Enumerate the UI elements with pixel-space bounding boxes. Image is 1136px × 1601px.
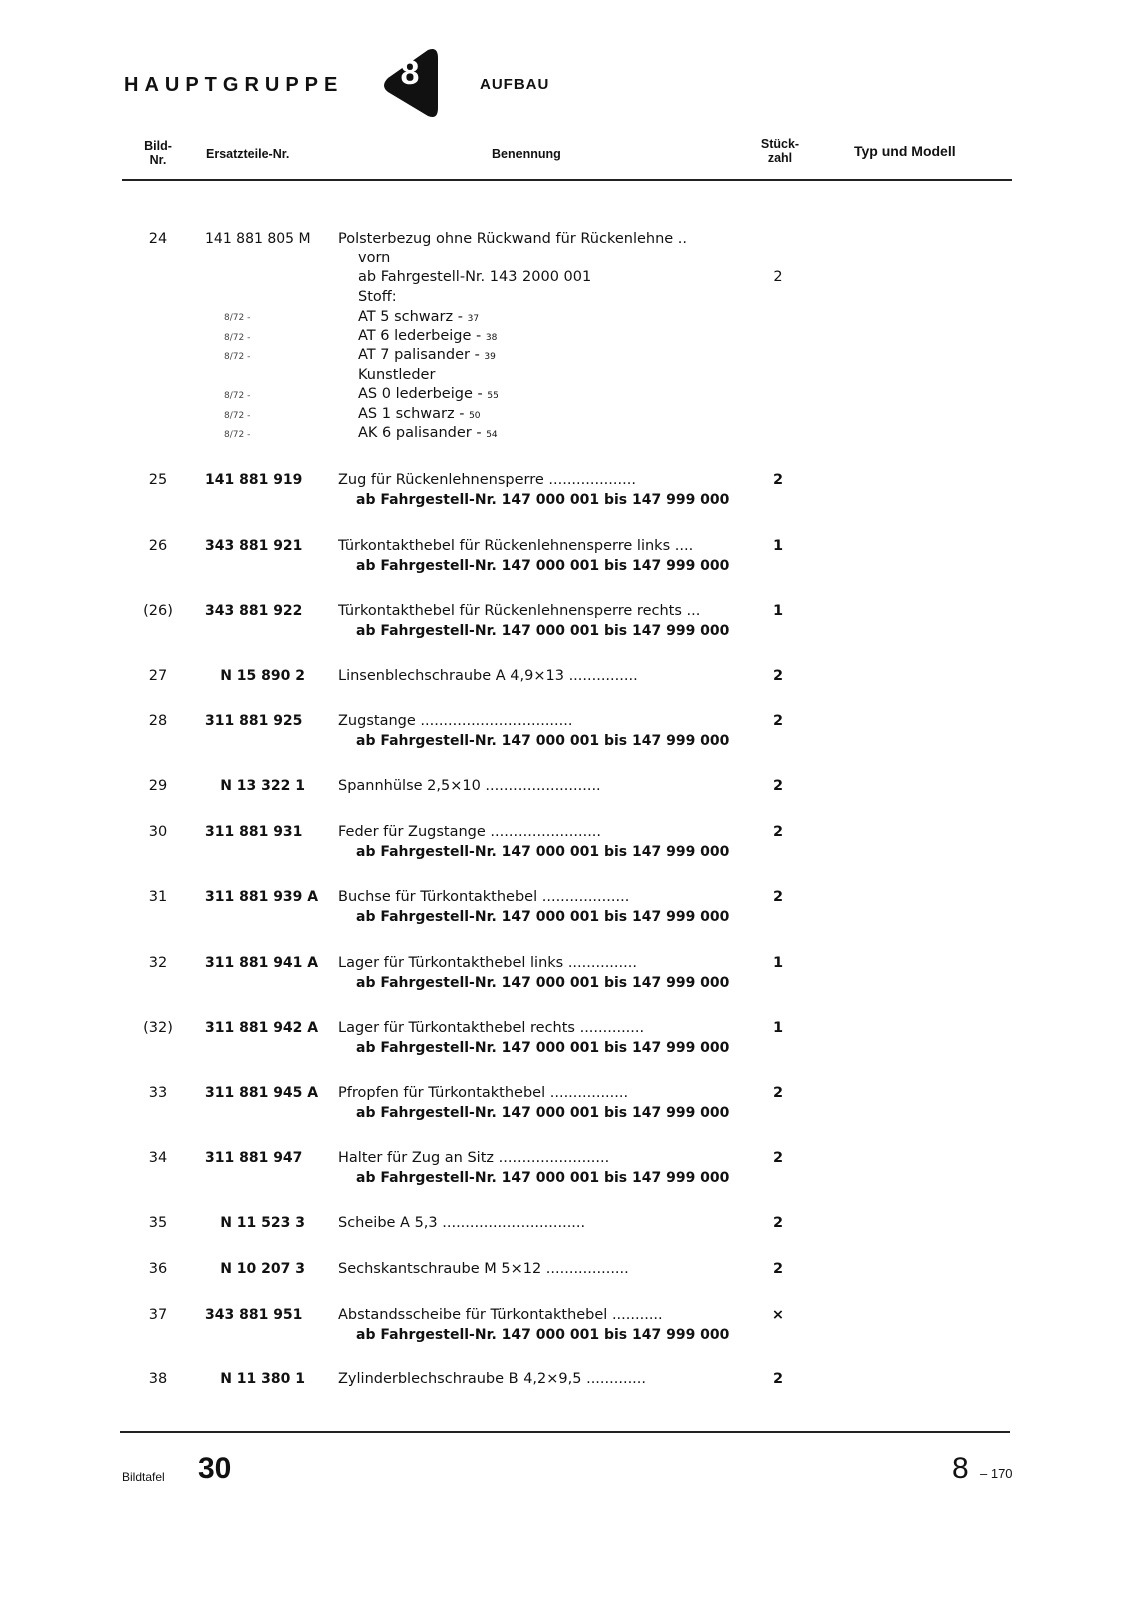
bild-nr: 26	[148, 538, 168, 554]
date-mark: 8/72 -	[224, 313, 251, 323]
chassis-range: ab Fahrgestell-Nr. 147 000 001 bis 147 999 000	[356, 623, 730, 639]
quantity: 2	[772, 778, 784, 794]
date-mark: 8/72 -	[224, 352, 251, 362]
quantity: 2	[772, 1085, 784, 1101]
variant-text: AS 0 lederbeige -	[358, 386, 483, 402]
variant	[358, 309, 479, 325]
quantity: 2	[772, 1371, 784, 1387]
bild-nr: (26)	[143, 603, 173, 619]
chassis-range: ab Fahrgestell-Nr. 147 000 001 bis 147 999 000	[356, 733, 730, 749]
quantity: 2	[772, 824, 784, 840]
part-name: Halter für Zug an Sitz ........................	[338, 1150, 610, 1166]
group-badge	[380, 46, 440, 120]
quantity: 1	[772, 1020, 784, 1036]
chassis-range: ab Fahrgestell-Nr. 147 000 001 bis 147 999 000	[356, 1105, 730, 1121]
plate-label: Bildtafel	[122, 1470, 165, 1484]
col-header-typ: Typ und Modell	[854, 143, 956, 159]
part-name: Spannhülse 2,5×10 .........................	[338, 778, 601, 794]
bild-nr: 36	[148, 1261, 168, 1277]
part-number: 311 881 941 A	[205, 955, 319, 971]
item-note: vorn	[358, 250, 391, 266]
variant-code: 50	[469, 411, 481, 421]
part-number: 311 881 931	[205, 824, 303, 840]
chassis-range: ab Fahrgestell-Nr. 147 000 001 bis 147 999 000	[356, 492, 730, 508]
bild-nr: 27	[148, 668, 168, 684]
quantity: 2	[772, 1261, 784, 1277]
variant-code: 38	[485, 333, 498, 343]
part-number: N 11 380 1	[220, 1371, 305, 1387]
bild-nr: 25	[148, 472, 168, 488]
part-name: Sechskantschraube M 5×12 ..................	[338, 1261, 629, 1277]
variant-text: AT 5 schwarz -	[358, 309, 463, 325]
date-mark: 8/72 -	[224, 411, 251, 421]
main-group-title: HAUPTGRUPPE	[124, 74, 344, 96]
variant-text: AS 1 schwarz -	[358, 406, 465, 422]
chassis-range: ab Fahrgestell-Nr. 147 000 001 bis 147 999 000	[356, 1170, 730, 1186]
part-name: Zylinderblechschraube B 4,2×9,5 .............	[338, 1371, 647, 1387]
col-header-ersatzteil: Ersatzteile-Nr.	[206, 147, 290, 161]
part-number: 311 881 939 A	[205, 889, 319, 905]
item-note: ab Fahrgestell-Nr. 143 2000 001	[358, 269, 592, 285]
col-header-bild-line1: Bild-	[144, 139, 172, 153]
chassis-range: ab Fahrgestell-Nr. 147 000 001 bis 147 999 000	[356, 1040, 730, 1056]
date-mark: 8/72 -	[224, 333, 251, 343]
col-header-stueckzahl	[752, 137, 808, 165]
quantity: 1	[772, 955, 784, 971]
part-name: Zug für Rückenlehnensperre ...................	[338, 472, 636, 488]
quantity: 1	[772, 538, 784, 554]
quantity: 2	[772, 472, 784, 488]
part-name: Lager für Türkontakthebel rechts ..............	[338, 1020, 645, 1036]
quantity: 2	[773, 269, 783, 285]
section-title: AUFBAU	[480, 76, 550, 93]
bild-nr: 28	[148, 713, 168, 729]
part-number: N 13 322 1	[220, 778, 305, 794]
col-header-benennung: Benennung	[492, 147, 561, 161]
header-divider	[122, 179, 1012, 181]
bild-nr: (32)	[143, 1020, 173, 1036]
quantity: 2	[772, 668, 784, 684]
date-mark: 8/72 -	[224, 391, 251, 401]
bild-nr: 30	[148, 824, 168, 840]
col-header-bild-line2: Nr.	[149, 153, 167, 167]
quantity: 2	[772, 1150, 784, 1166]
part-number: 311 881 945 A	[205, 1085, 319, 1101]
variant	[358, 386, 499, 402]
plate-number: 30	[198, 1452, 232, 1485]
variant-code: 54	[486, 430, 498, 440]
page-group-number: 8	[952, 1452, 969, 1485]
bild-nr: 31	[148, 889, 168, 905]
item-note: Stoff:	[358, 289, 397, 305]
part-name: Türkontakthebel für Rückenlehnensperre links ....	[338, 538, 694, 554]
kunstleder-label: Kunstleder	[358, 367, 436, 383]
bild-nr: 29	[148, 778, 168, 794]
variant-text: AT 6 lederbeige -	[358, 328, 482, 344]
col-header-stueck-line2: zahl	[767, 151, 793, 165]
part-number: 343 881 922	[205, 603, 303, 619]
variant-text: AT 7 palisander -	[358, 347, 480, 363]
part-number: 141 881 919	[205, 472, 303, 488]
footer-divider	[120, 1431, 1010, 1433]
part-name: Abstandsscheibe für Türkontakthebel ...........	[338, 1307, 663, 1323]
part-number: N 11 523 3	[220, 1215, 305, 1231]
part-number: 311 881 942 A	[205, 1020, 319, 1036]
group-number: 8	[400, 54, 420, 92]
variant	[358, 328, 497, 344]
part-number: N 10 207 3	[220, 1261, 305, 1277]
date-mark: 8/72 -	[224, 430, 251, 440]
variant-code: 55	[487, 391, 499, 401]
variant-code: 37	[467, 314, 480, 324]
variant-code: 39	[484, 352, 496, 362]
variant	[358, 425, 498, 441]
part-name: Feder für Zugstange ........................	[338, 824, 602, 840]
part-name: Pfropfen für Türkontakthebel .................	[338, 1085, 629, 1101]
part-number: 311 881 947	[205, 1150, 303, 1166]
part-name: Lager für Türkontakthebel links ...............	[338, 955, 637, 971]
part-name: Buchse für Türkontakthebel ...................	[338, 889, 630, 905]
part-name: Türkontakthebel für Rückenlehnensperre rechts ...	[338, 603, 701, 619]
chassis-range: ab Fahrgestell-Nr. 147 000 001 bis 147 999 000	[356, 1327, 730, 1343]
variant	[358, 406, 481, 422]
part-number: 311 881 925	[205, 713, 303, 729]
quantity: 2	[772, 1215, 784, 1231]
variant-text: AK 6 palisander -	[358, 425, 482, 441]
bild-nr: 34	[148, 1150, 168, 1166]
part-number: N 15 890 2	[220, 668, 305, 684]
bild-nr: 24	[148, 231, 168, 247]
chassis-range: ab Fahrgestell-Nr. 147 000 001 bis 147 999 000	[356, 558, 730, 574]
quantity: 1	[772, 603, 784, 619]
chassis-range: ab Fahrgestell-Nr. 147 000 001 bis 147 999 000	[356, 909, 730, 925]
part-name: Polsterbezug ohne Rückwand für Rückenlehne ..	[338, 231, 688, 247]
col-header-bild	[138, 139, 178, 167]
part-name: Linsenblechschraube A 4,9×13 ...............	[338, 668, 638, 684]
part-number: 141 881 805 M	[205, 231, 311, 247]
bild-nr: 37	[148, 1307, 168, 1323]
col-header-stueck-line1: Stück-	[760, 137, 800, 151]
part-name: Zugstange .................................	[338, 713, 573, 729]
quantity: 2	[772, 889, 784, 905]
bild-nr: 35	[148, 1215, 168, 1231]
variant	[358, 347, 496, 363]
quantity: ×	[771, 1307, 785, 1323]
part-number: 343 881 921	[205, 538, 303, 554]
bild-nr: 33	[148, 1085, 168, 1101]
bild-nr: 38	[148, 1371, 168, 1387]
part-name: Scheibe A 5,3 ...............................	[338, 1215, 586, 1231]
quantity: 2	[772, 713, 784, 729]
page-number: – 170	[980, 1466, 1013, 1481]
chassis-range: ab Fahrgestell-Nr. 147 000 001 bis 147 999 000	[356, 975, 730, 991]
part-number: 343 881 951	[205, 1307, 303, 1323]
chassis-range: ab Fahrgestell-Nr. 147 000 001 bis 147 999 000	[356, 844, 730, 860]
bild-nr: 32	[148, 955, 168, 971]
